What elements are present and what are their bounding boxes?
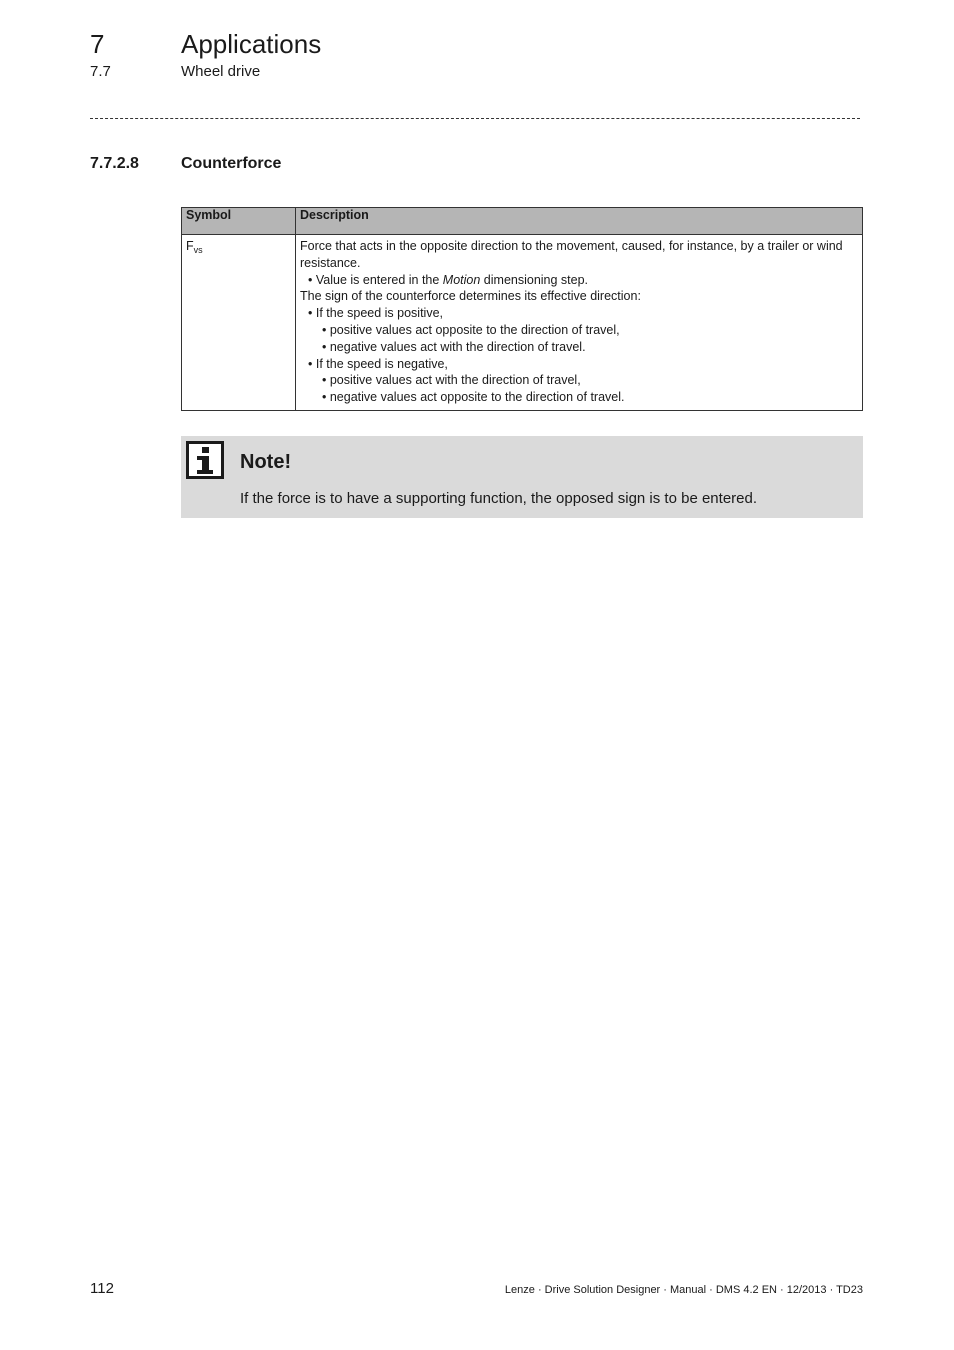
bullet-text: If the speed is positive, [315,306,444,321]
column-header-symbol: Symbol [182,208,296,235]
symbol-subscript: vs [193,245,203,255]
note-title: Note! [240,451,292,473]
bullet-text: positive values act with the direction of travel, [329,373,581,388]
list-item: • positive values act opposite to the direction of travel, [322,322,620,337]
note-box [181,436,863,518]
symbol-cell [182,235,296,411]
bullet-text: If the speed is negative, [315,356,448,371]
symbol-table [181,207,863,411]
list-item: • positive values act with the direction of travel, [322,373,581,388]
subsection-title: Counterforce [181,155,282,172]
bullet-text-pre: Value is entered in the [315,272,443,287]
list-item: • Value is entered in the Motion dimensioning step. [308,272,589,287]
list-item: • negative values act opposite to the direction of travel. [322,390,625,405]
bullet-text: negative values act opposite to the direction of travel. [329,390,625,405]
list-item: • If the speed is positive, [308,306,444,321]
footer-doc-info: Lenze · Drive Solution Designer · Manual · DMS 4.2 EN · 12/2013 · TD23 [504,1284,863,1296]
column-header-description: Description [296,208,863,235]
note-text: If the force is to have a supporting function, the opposed sign is to be entered. [240,490,758,507]
section-title: Wheel drive [181,63,261,80]
chapter-title: Applications [181,29,322,59]
info-icon [186,441,224,479]
description-text: The sign of the counterforce determines its effective direction: [300,289,641,304]
page-number: 112 [90,1280,114,1297]
description-cell [296,235,863,411]
bullet-text-post: dimensioning step. [480,272,589,287]
description-text: Force that acts in the opposite direction to the movement, caused, for instance, by a trailer or wind resistance. [300,239,843,270]
symbol-main: F [186,239,194,253]
bullet-text: negative values act with the direction of travel. [329,339,586,354]
bullet-text: positive values act opposite to the direction of travel, [329,322,620,337]
subsection-number: 7.7.2.8 [90,155,139,172]
section-number: 7.7 [90,63,111,80]
header-divider [90,118,860,119]
bullet-text-emphasis: Motion [442,272,481,287]
table-header-row [182,208,863,235]
chapter-number: 7 [90,29,105,59]
table-row [182,235,863,411]
list-item: • If the speed is negative, [308,356,448,371]
list-item: • negative values act with the direction of travel. [322,339,586,354]
